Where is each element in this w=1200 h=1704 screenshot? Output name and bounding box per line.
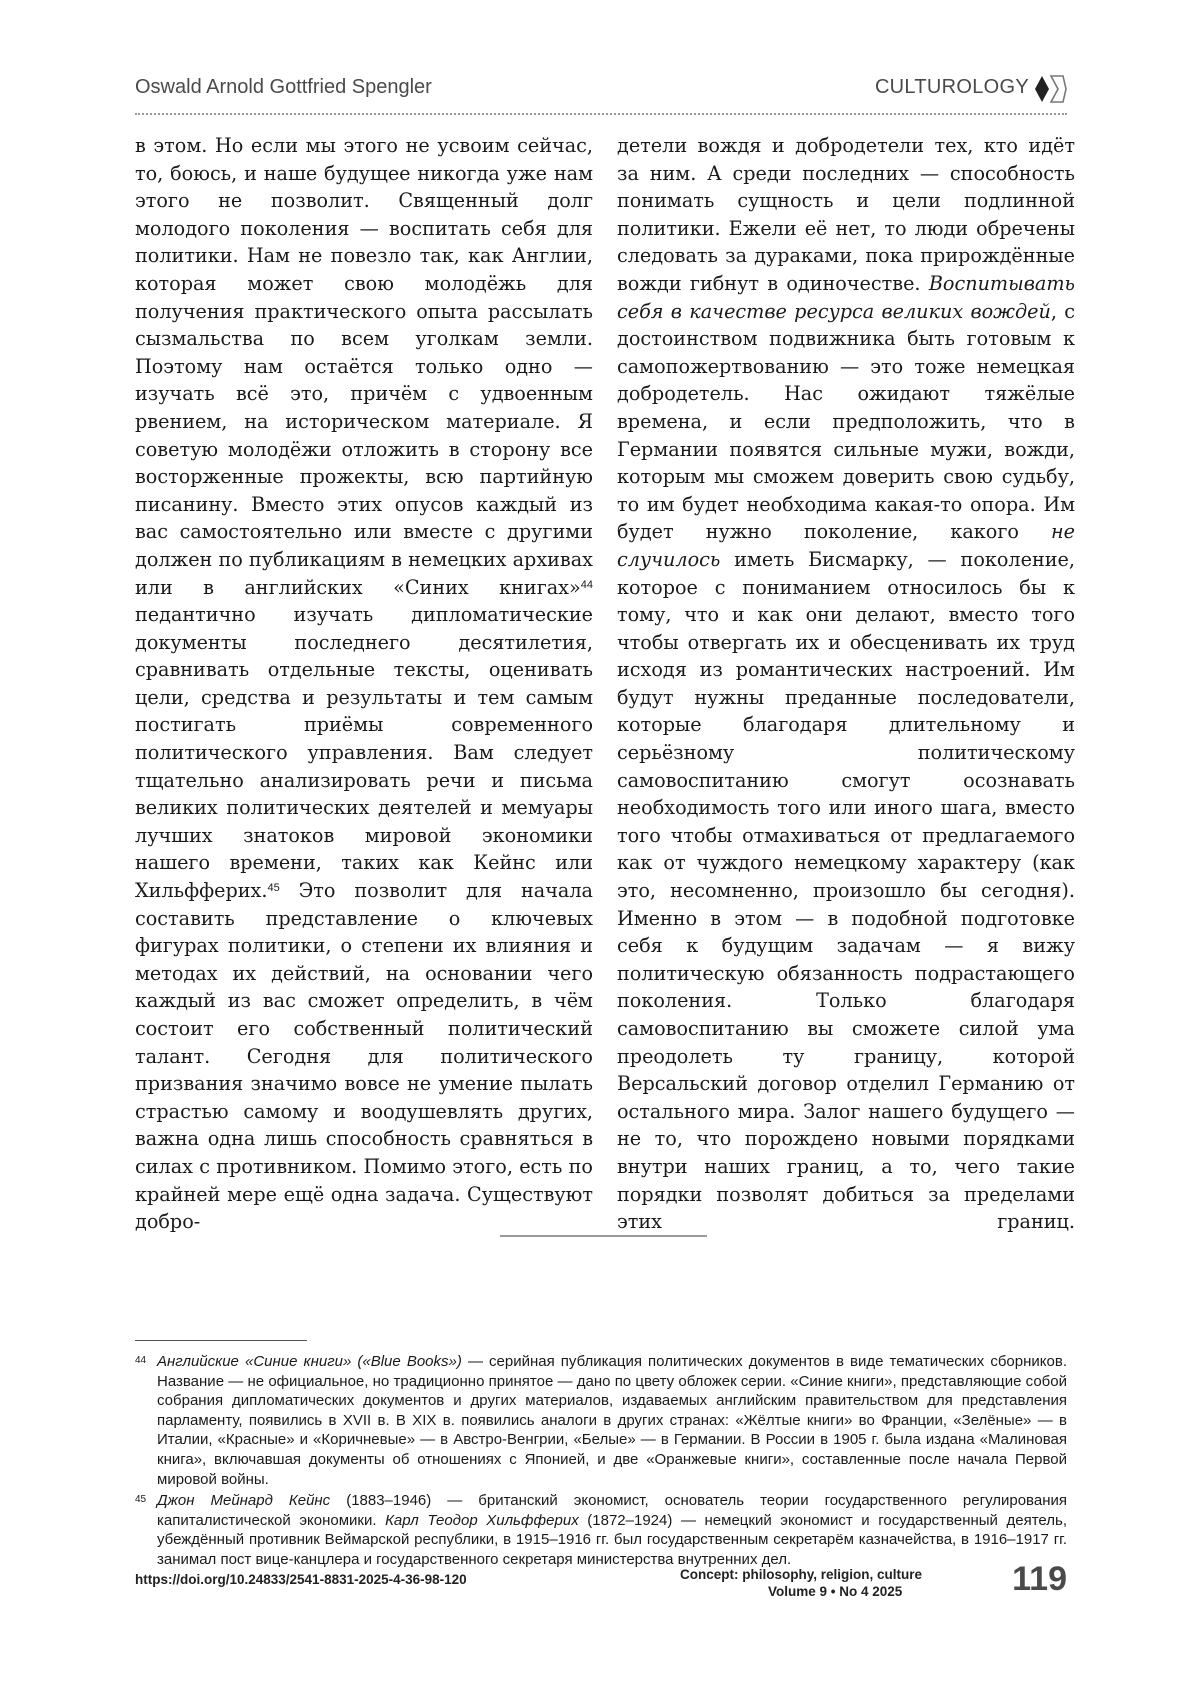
body-text: в этом. Но если мы этого не усвоим сейчас, то, боюсь, и наше будущее никогда уже нам этого не позволит. Священный долг молодого поколения — воспитать себя для политики. Нам не повезло так, как Англии, которая может свою молодёжь для получения практического опыта рассылать сызмальства по всем уголкам земли. Поэтому нам остаётся только одно — изучать всё это, причём с удвоенным рвением, на историческом материале. Я советую молодёжи отложить в сторону все восторженные прожекты, всю партийную писанину. Вместо этих опусов каждый из вас самостоятельно или вместе с другими должен по публикациям в немецких архивах или в английских «Синих книгах» [135,134,593,599]
footnote-45 [135,1491,1067,1569]
journal-volume: Volume 9 • No 4 2025 [768,1584,903,1599]
page-footer [135,1560,1067,1611]
footnote-text: (1883–1946) — британский экономист, основатель теории государственного регулирования капиталистической экономики. [157,1492,1067,1529]
footnote-ref-45[interactable]: 45 [267,882,280,895]
header-divider [135,113,1067,115]
footnote-term: Джон Мейнард Кейнс [157,1492,331,1510]
footnote-text: (1872–1924) — немецкий экономист и государственный деятель, убеждённый противник Веймарской республики, в 1915–1916 гг. был государственным секретарём казначейства, в 1916–1917 гг. занимал пост вице-канцлера и государственного секретаря министерства внутренних дел. [157,1511,1067,1568]
footnote-number: 44 [135,1355,147,1366]
body-text: педантично изучать дипломатические документы последнего десятилетия, сравнивать отдельные тексты, оценивать цели, средства и результаты и тем самым постигать приёмы современного политического управления. Вам следует тщательно анализировать речи и письма великих политических деятелей и мемуары лучших знатоков мировой экономики нашего времени, таких как Кейнс или Хильфферих. [135,603,593,903]
footnotes [135,1352,1067,1572]
body-emphasis: Воспитывать себя в качестве ресурса великих вождей [617,271,1075,323]
section-divider [500,1235,707,1237]
footnote-44 [135,1352,1067,1489]
body-emphasis: не случилось [617,520,1075,571]
journal-title: Concept: philosophy, religion, culture [680,1567,923,1582]
footnote-term: Карл Теодор Хильфферих [385,1511,579,1529]
running-header [135,76,1067,102]
body-text: детели вождя и добродетели тех, кто идёт за ним. А среди последних — способность понимать сущность и цели подлинной политики. Ежели её нет, то люди обречены следовать за дураками, пока прирождённые вожди гибнут в одиночестве. [617,134,1075,295]
body-text: , с достоинством подвижника быть готовым к самопожертвованию — это тоже немецкая добродетель. Нас ожидают тяжёлые времена, и если предположить, что в Германии появятся сильные мужи, вожди, которым мы сможем доверить свою судьбу, то им будет необходима какая-то опора. Им будет нужно поколение, какого [617,299,1076,544]
body-text: иметь Бисмарку, — поколение, которое с пониманием относилось бы к тому, что и как они делают, вместо того чтобы отвергать их и обесценивать их труд исходя из романтических настроений. Им будут нужны преданные последователи, которые благодаря длительному и серьёзному политическому самовоспитанию смогут осознавать необходимость того или иного шага, вместо того чтобы отмахиваться от предлагаемого как от чуждого немецкому характеру (как это, несомненно, произошло бы сегодня). Именно в этом — в подобной подготовке себя к будущим задачам — я вижу политическую обязанность подрастающего поколения. Только благодаря самовоспитанию вы сможете силой ума преодолеть ту границу, которой Версальский договор отделил Германию от остального мира. Залог нашего будущего — не то, что порождено новыми порядками внутри наших границ, а то, чего такие порядки позволят добиться за пределами этих границ. [617,547,1075,1234]
footnote-number: 45 [135,1494,147,1506]
footnote-term: Английские «Синие книги» («Blue Books») [157,1353,462,1370]
footnote-divider [135,1340,307,1341]
doi-link[interactable]: https://doi.org/10.24833/2541-8831-2025-4-36-98-120 [135,1572,467,1587]
footnote-ref-44[interactable]: 44 [580,578,593,591]
header-author: Oswald Arnold Gottfried Spengler [135,76,432,98]
journal-info [680,1566,922,1600]
body-text: Это позволит для начала составить представление о ключевых фигурах политики, о степени их влияния и методах их действий, на основании чего каждый из вас сможет определить, в чём состоит его собственный политический талант. Сегодня для политического призвания значимо вовсе не умение пылать страстью самому и воодушевлять других, важна одна лишь способность сравняться в силах с противником. Помимо этого, есть по крайней мере ещё одна задача. Существуют добро- [135,879,593,1234]
diamond-logo-icon [1033,74,1067,104]
footnote-text: — серийная публикация политических документов в виде тематических сборников. Название — не официальное, но традиционно принятое — дано по цвету обложек серии. «Синие книги», представляющие собой собрания дипломатических документов и других материалов, издаваемых английским правительством для представления парламенту, появились в XVII в. В XIX в. появились аналоги в других странах: «Жёлтые книги» во Франции, «Зелёные» — в Италии, «Красные» и «Коричневые» — в Австро-Венгрии, «Белые» — в Германии. В России в 1905 г. была издана «Малиновая книга», включавшая документы об отношениях с Японией, и две «Оранжевые книги», составленные после начала Первой мировой войны. [157,1353,1067,1488]
body-column-right [617,132,1075,1236]
body-column-left [135,132,593,1236]
header-section: CULTUROLOGY [874,76,1029,98]
page-number: 119 [1012,1560,1067,1598]
body-paragraph [617,132,1075,1236]
body-paragraph [135,132,593,1236]
